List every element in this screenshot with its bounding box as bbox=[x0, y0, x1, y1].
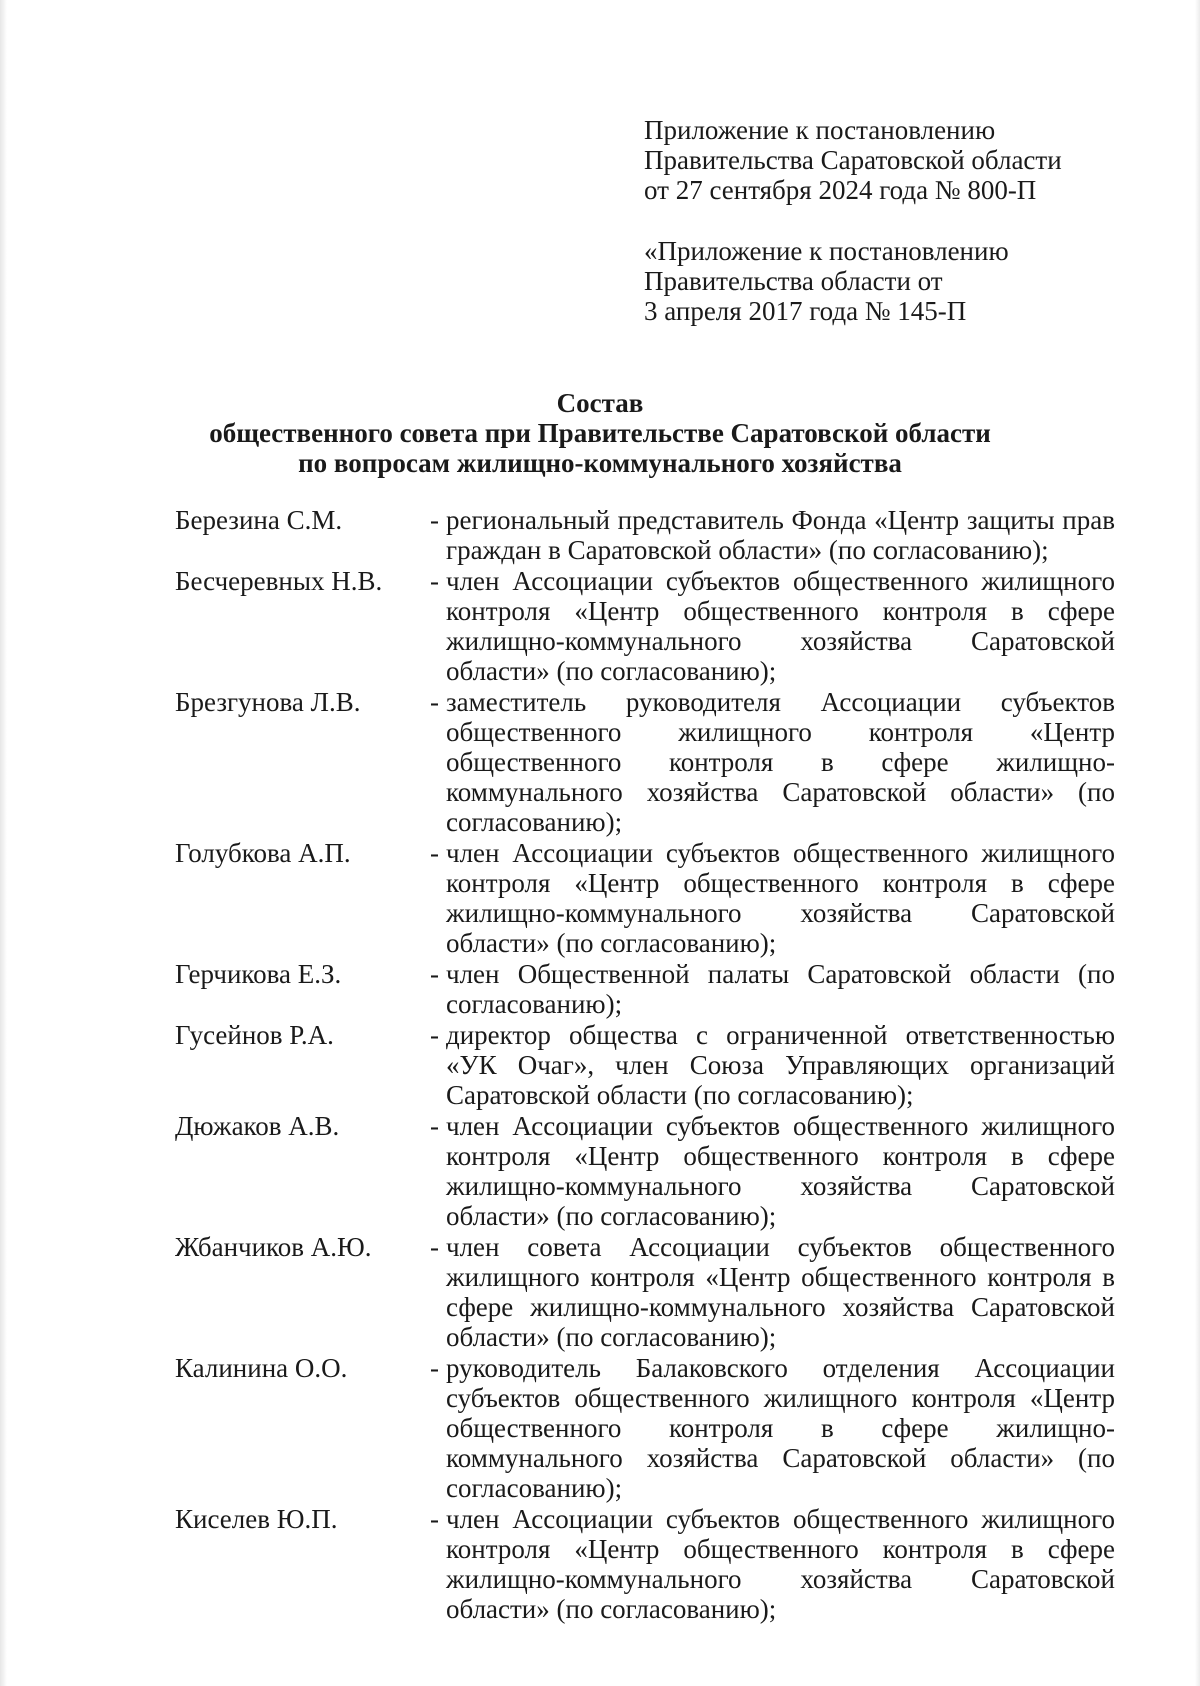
member-role: член Общественной палаты Саратовской области (по согласованию); bbox=[446, 959, 1115, 1019]
member-role: заместитель руководителя Ассоциации субъектов общественного жилищного контроля «Центр общественного контроля в сфере жилищно-коммунального хозяйства Саратовской области» (по согласованию); bbox=[446, 687, 1115, 837]
appendix-current-line: Приложение к постановлению bbox=[644, 115, 996, 145]
member-dash: - bbox=[430, 1111, 439, 1141]
member-name: Гусейнов Р.А. bbox=[175, 1020, 334, 1050]
member-row bbox=[175, 566, 1115, 686]
member-dash: - bbox=[430, 1353, 439, 1383]
appendix-previous-line: 3 апреля 2017 года № 145-П bbox=[644, 296, 967, 326]
member-name: Киселев Ю.П. bbox=[175, 1504, 338, 1534]
scan-edge-right bbox=[1195, 0, 1200, 1686]
member-row bbox=[175, 687, 1115, 837]
appendix-previous-line: Правительства области от bbox=[644, 266, 943, 296]
appendix-current-line: от 27 сентября 2024 года № 800-П bbox=[644, 175, 1037, 205]
appendix-previous-line: «Приложение к постановлению bbox=[644, 236, 1009, 266]
member-dash: - bbox=[430, 1020, 439, 1050]
title-line: общественного совета при Правительстве Саратовской области bbox=[209, 418, 991, 448]
member-name: Брезгунова Л.В. bbox=[175, 687, 361, 717]
scan-edge-left bbox=[0, 0, 7, 1686]
member-role: член Ассоциации субъектов общественного жилищного контроля «Центр общественного контроля в сфере жилищно-коммунального хозяйства Саратовской области» (по согласованию); bbox=[446, 838, 1115, 958]
title-line: Состав bbox=[556, 388, 644, 418]
member-dash: - bbox=[430, 838, 439, 868]
member-dash: - bbox=[430, 505, 439, 535]
member-dash: - bbox=[430, 959, 439, 989]
member-name: Березина С.М. bbox=[175, 505, 343, 535]
member-role: член Ассоциации субъектов общественного жилищного контроля «Центр общественного контроля в сфере жилищно-коммунального хозяйства Саратовской области» (по согласованию); bbox=[446, 1504, 1115, 1624]
document-title bbox=[0, 388, 1200, 478]
member-row bbox=[175, 838, 1115, 958]
member-row bbox=[175, 1232, 1115, 1352]
member-row bbox=[175, 1020, 1115, 1110]
member-role: член Ассоциации субъектов общественного жилищного контроля «Центр общественного контроля в сфере жилищно-коммунального хозяйства Саратовской области» (по согласованию); bbox=[446, 566, 1115, 686]
member-row bbox=[175, 1504, 1115, 1624]
title-line: по вопросам жилищно-коммунального хозяйства bbox=[298, 448, 902, 478]
member-dash: - bbox=[430, 566, 439, 596]
member-row bbox=[175, 1353, 1115, 1503]
member-dash: - bbox=[430, 1504, 439, 1534]
member-name: Голубкова А.П. bbox=[175, 838, 351, 868]
member-name: Герчикова Е.З. bbox=[175, 959, 342, 989]
appendix-current bbox=[644, 115, 1062, 205]
member-name: Дюжаков А.В. bbox=[175, 1111, 340, 1141]
member-row bbox=[175, 505, 1115, 565]
member-name: Бесчеревных Н.В. bbox=[175, 566, 383, 596]
member-role: член Ассоциации субъектов общественного жилищного контроля «Центр общественного контроля в сфере жилищно-коммунального хозяйства Саратовской области» (по согласованию); bbox=[446, 1111, 1115, 1231]
member-dash: - bbox=[430, 687, 439, 717]
member-role: региональный представитель Фонда «Центр защиты прав граждан в Саратовской области» (по согласованию); bbox=[446, 505, 1115, 565]
member-name: Калинина О.О. bbox=[175, 1353, 348, 1383]
member-role: член совета Ассоциации субъектов общественного жилищного контроля «Центр общественного контроля в сфере жилищно-коммунального хозяйства Саратовской области» (по согласованию); bbox=[446, 1232, 1115, 1352]
appendix-current-line: Правительства Саратовской области bbox=[644, 145, 1062, 175]
member-dash: - bbox=[430, 1232, 439, 1262]
member-role: директор общества с ограниченной ответственностью «УК Очаг», член Союза Управляющих организаций Саратовской области (по согласованию); bbox=[446, 1020, 1115, 1110]
member-role: руководитель Балаковского отделения Ассоциации субъектов общественного жилищного контроля «Центр общественного контроля в сфере жилищно-коммунального хозяйства Саратовской области» (по согласованию); bbox=[446, 1353, 1115, 1503]
member-name: Жбанчиков А.Ю. bbox=[175, 1232, 372, 1262]
member-row bbox=[175, 1111, 1115, 1231]
members-list bbox=[175, 505, 1115, 1625]
member-row bbox=[175, 959, 1115, 1019]
appendix-previous bbox=[644, 236, 1009, 326]
